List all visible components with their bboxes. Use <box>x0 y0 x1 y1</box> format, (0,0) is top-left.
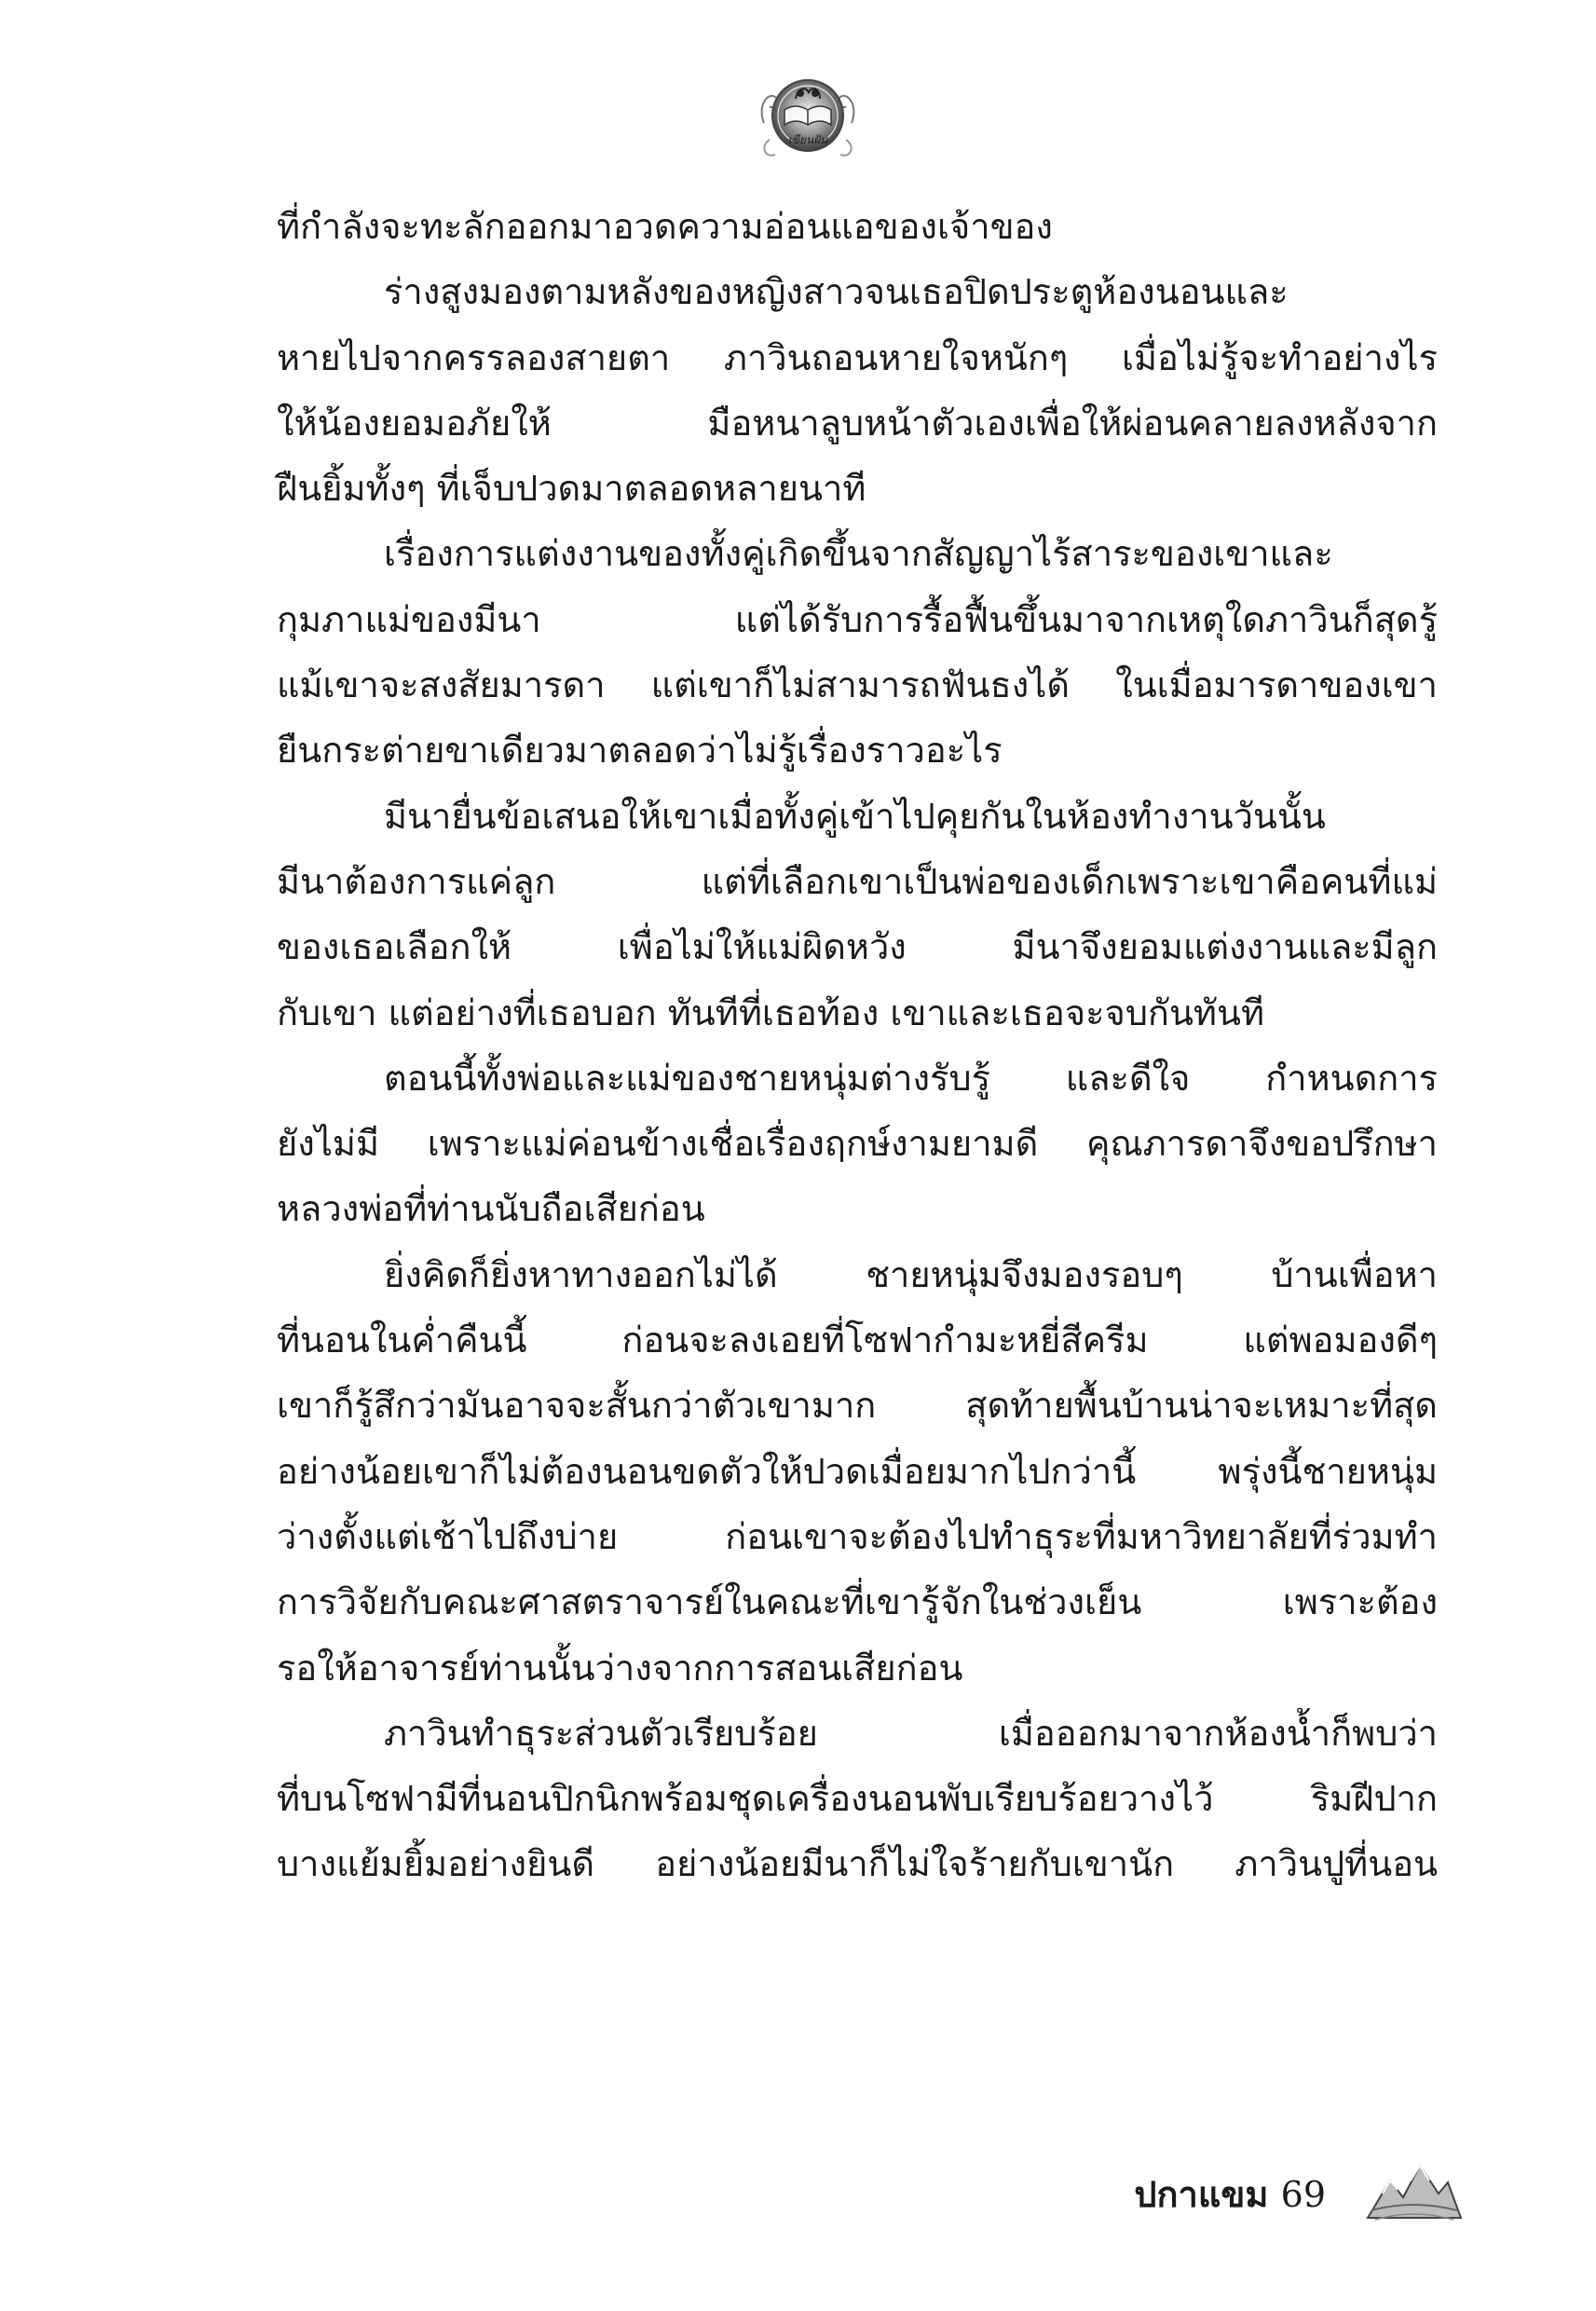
book-emblem-icon <box>757 58 859 168</box>
header-emblem <box>757 58 859 168</box>
text-line: หายไปจากครรลองสายตา ภาวินถอนหายใจหนักๆ เมื่อไม่รู้จะทำอย่างไร <box>277 336 1438 378</box>
text-line: เขาก็รู้สึกว่ามันอาจจะสั้นกว่าตัวเขามาก สุดท้ายพื้นบ้านน่าจะเหมาะที่สุด <box>277 1385 1438 1427</box>
book-title: ปกาแขม <box>1134 2173 1269 2215</box>
text-line: กุมภาแม่ของมีนา แต่ได้รับการรื้อฟื้นขึ้นมาจากเหตุใดภาวินก็สุดรู้ <box>277 598 1438 640</box>
text-line: กับเขา แต่อย่างที่เธอบอก ทันทีที่เธอท้อง เขาและเธอจะจบกันทันที <box>277 991 1264 1033</box>
page-number: 69 <box>1280 2174 1326 2215</box>
text-line: การวิจัยกับคณะศาสตราจารย์ในคณะที่เขารู้จักในช่วงเย็น เพราะต้อง <box>277 1581 1438 1623</box>
text-line: รอให้อาจารย์ท่านนั้นว่างจากการสอนเสียก่อน <box>277 1647 963 1689</box>
paragraph-first-line: ตอนนี้ทั้งพ่อและแม่ของชายหนุ่มต่างรับรู้ และดีใจ กำหนดการ <box>384 1057 1438 1099</box>
text-line: อย่างน้อยเขาก็ไม่ต้องนอนขดตัวให้ปวดเมื่อยมากไปกว่านี้ พรุ่งนี้ชายหนุ่ม <box>277 1450 1438 1492</box>
body-text <box>277 194 1438 1897</box>
paragraph-first-line: เรื่องการแต่งงานของทั้งคู่เกิดขึ้นจากสัญญาไร้สาระของเขาและ <box>384 533 1333 575</box>
text-line: ของเธอเลือกให้ เพื่อไม่ให้แม่ผิดหวัง มีนาจึงยอมแต่งงานและมีลูก <box>277 926 1438 968</box>
paragraph-first-line: ภาวินทำธุระส่วนตัวเรียบร้อย เมื่อออกมาจากห้องน้ำก็พบว่า <box>384 1712 1438 1754</box>
paragraph-first-line: มีนายื่นข้อเสนอให้เขาเมื่อทั้งคู่เข้าไปคุยกันในห้องทำงานวันนั้น <box>384 795 1326 837</box>
text-line: ที่บนโซฟามีที่นอนปิกนิกพร้อมชุดเครื่องนอนพับเรียบร้อยวางไว้ ริมฝีปาก <box>277 1778 1438 1820</box>
text-line: ฝืนยิ้มทั้งๆ ที่เจ็บปวดมาตลอดหลายนาที <box>277 468 866 510</box>
text-line: ให้น้องยอมอภัยให้ มือหนาลูบหน้าตัวเองเพื่อให้ผ่อนคลายลงหลังจาก <box>277 402 1438 444</box>
text-line: ว่างตั้งแต่เช้าไปถึงบ่าย ก่อนเขาจะต้องไปทำธุระที่มหาวิทยาลัยที่ร่วมทำ <box>277 1515 1438 1557</box>
text-line: หลวงพ่อที่ท่านนับถือเสียก่อน <box>277 1188 705 1230</box>
emblem-text: เขียนฝัน <box>787 133 828 146</box>
text-line: ที่กำลังจะทะลักออกมาอวดความอ่อนแอของเจ้าของ <box>277 206 1053 247</box>
text-line: ยืนกระต่ายขาเดียวมาตลอดว่าไม่รู้เรื่องราวอะไร <box>277 730 1003 772</box>
mountain-ornament-icon <box>1362 2153 1465 2227</box>
text-line: มีนาต้องการแค่ลูก แต่ที่เลือกเขาเป็นพ่อของเด็กเพราะเขาคือคนที่แม่ <box>277 860 1438 902</box>
page-footer <box>0 2153 1596 2236</box>
text-line: บางแย้มยิ้มอย่างยินดี อย่างน้อยมีนาก็ไม่ใจร้ายกับเขานัก ภาวินปูที่นอน <box>277 1843 1438 1885</box>
paragraph-first-line: ร่างสูงมองตามหลังของหญิงสาวจนเธอปิดประตูห้องนอนและ <box>384 271 1289 313</box>
text-line: ยังไม่มี เพราะแม่ค่อนข้างเชื่อเรื่องฤกษ์งามยามดี คุณภารดาจึงขอปรึกษา <box>277 1123 1438 1165</box>
paragraph-first-line: ยิ่งคิดก็ยิ่งหาทางออกไม่ได้ ชายหนุ่มจึงมองรอบๆ บ้านเพื่อหา <box>384 1253 1438 1295</box>
footer-label <box>1134 2166 1326 2222</box>
text-line: แม้เขาจะสงสัยมารดา แต่เขาก็ไม่สามารถฟันธงได้ ในเมื่อมารดาของเขา <box>277 664 1438 706</box>
text-line: ที่นอนในค่ำคืนนี้ ก่อนจะลงเอยที่โซฟากำมะหยี่สีครีม แต่พอมองดีๆ <box>277 1320 1438 1361</box>
